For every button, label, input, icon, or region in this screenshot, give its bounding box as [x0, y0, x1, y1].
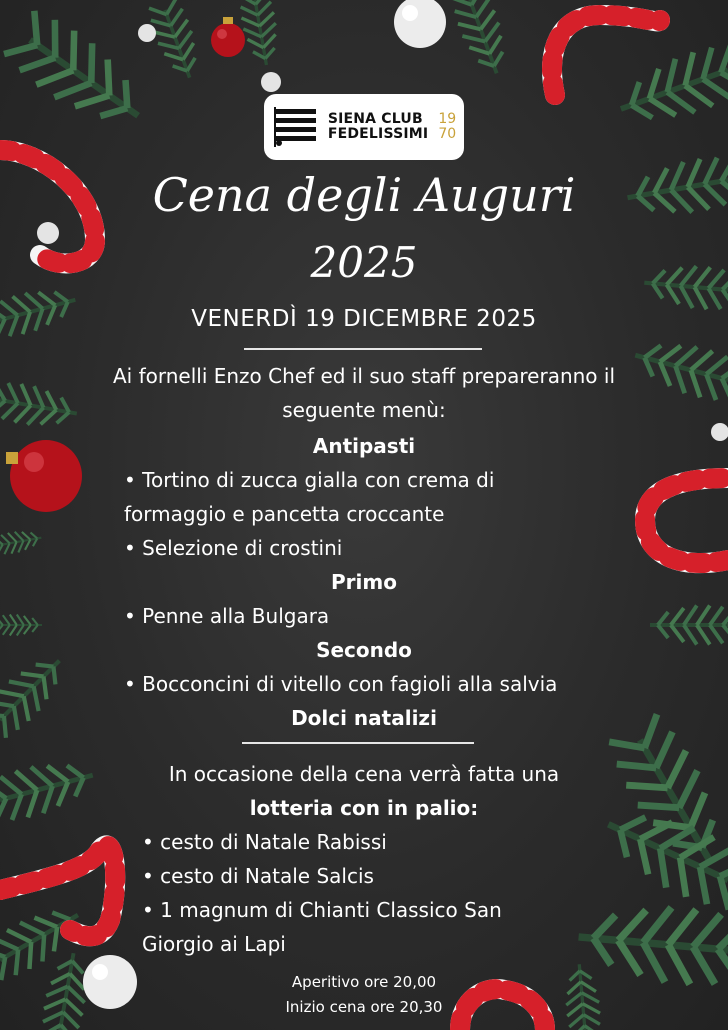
fir-branch [0, 615, 42, 636]
candy-cane [0, 845, 115, 936]
menu-heading-dolci: Dolci natalizi [291, 706, 437, 730]
lottery-prize: • 1 magnum di Chianti Classico San [142, 898, 502, 922]
balzana-flag-icon [272, 105, 320, 149]
intro-line: Ai fornelli Enzo Chef ed il suo staff prepareranno il [112, 364, 616, 388]
lottery-prize: • cesto di Natale Rabissi [142, 830, 387, 854]
divider [244, 348, 482, 350]
event-title: Cena degli Auguri [152, 168, 576, 222]
logo-year-line1: 19 [438, 111, 457, 127]
aperitivo-time: Aperitivo ore 20,00 [291, 973, 437, 991]
menu-item: formaggio e pancetta croccante [124, 502, 445, 526]
fir-branch [611, 39, 728, 135]
logo-name-line1: SIENA CLUB [327, 111, 423, 127]
menu-item: • Bocconcini di vitello con fagioli alla salvia [124, 672, 558, 696]
candy-cane [645, 478, 728, 563]
club-logo [264, 94, 464, 160]
logo-year-line2: 70 [438, 126, 457, 142]
fir-branch [449, 0, 515, 80]
menu-heading-antipasti: Antipasti [312, 434, 416, 458]
fir-branch [0, 5, 157, 142]
menu-item: • Tortino di zucca gialla con crema di [124, 468, 495, 492]
fir-branch [0, 527, 43, 556]
dinner-start-time: Inizio cena ore 20,30 [285, 998, 443, 1016]
lottery-heading: lotteria con in palio: [249, 796, 479, 820]
logo-founding-year [438, 112, 456, 142]
menu-item: • Penne alla Bulgara [124, 604, 330, 628]
event-year: 2025 [310, 238, 418, 287]
lottery-prize: Giorgio ai Lapi [142, 932, 286, 956]
fir-branch [146, 0, 207, 84]
logo-name-line2: FEDELISSIMI [327, 126, 429, 142]
event-date: VENERDÌ 19 DICEMBRE 2025 [191, 306, 537, 332]
divider [242, 742, 474, 744]
lottery-intro: In occasione della cena verrà fatta una [168, 762, 560, 786]
lottery-prize: • cesto di Natale Salcis [142, 864, 374, 888]
menu-heading-primo: Primo [331, 570, 397, 594]
red-ornament [211, 17, 245, 57]
candy-cane [552, 15, 660, 95]
white-ornament [394, 0, 446, 48]
fir-branch [238, 0, 283, 68]
intro-line: seguente menù: [282, 398, 446, 422]
menu-item: • Selezione di crostini [124, 536, 343, 560]
menu-heading-secondo: Secondo [316, 638, 412, 662]
logo-club-name [328, 112, 429, 142]
